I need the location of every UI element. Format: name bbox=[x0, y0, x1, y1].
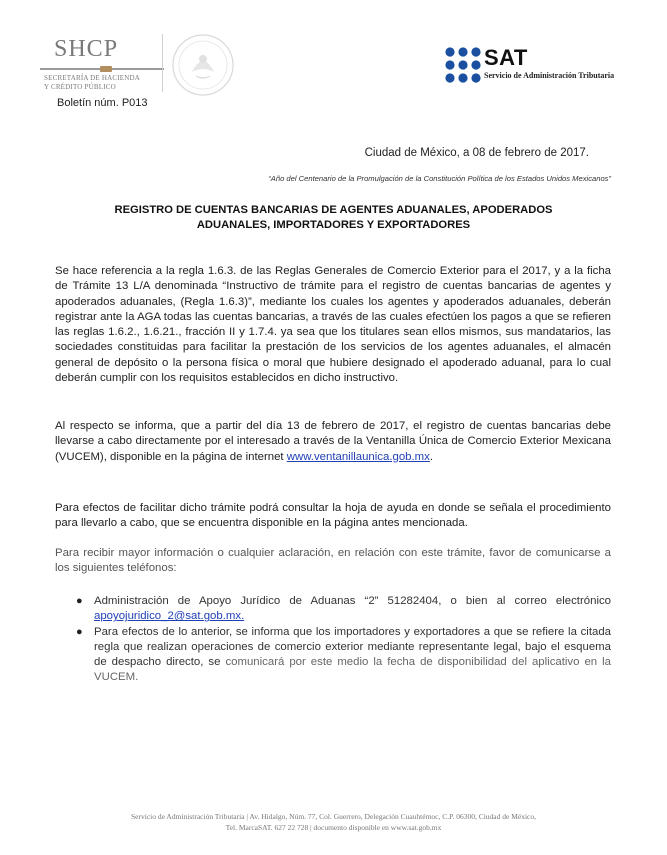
bullet-icon: ● bbox=[76, 625, 83, 638]
contact-list bbox=[74, 594, 611, 686]
shcp-logo-name: SHCP bbox=[54, 36, 119, 62]
title-line1: REGISTRO DE CUENTAS BANCARIAS DE AGENTES ADUANALES, APODERADOS bbox=[114, 204, 553, 216]
paragraph-registration-text: Al respecto se informa, que a partir del día 13 de febrero de 2017, el registro de cuentas bancarias debe llevarse a cabo directamente por el interesado a través de la Ventanilla Única de Comercio Exterior Mexicana (VUCEM), disponible en la página de internet bbox=[55, 420, 611, 463]
shcp-logo-subtitle bbox=[44, 74, 140, 91]
bullet-icon: ● bbox=[76, 595, 83, 607]
footer-line1: Servicio de Administración Tributaria | Av. Hidalgo, Núm. 77, Col. Guerrero, Delegación Cuauhtémoc, C.P. 06300, Ciudad de México, bbox=[131, 812, 536, 821]
paragraph-contact: Para recibir mayor información o cualquier aclaración, en relación con este trámite, favor de comunicarse a los siguientes teléfonos: bbox=[55, 547, 611, 575]
sat-dots-icon bbox=[444, 46, 482, 84]
header-divider bbox=[162, 34, 163, 92]
year-motto: “Año del Centenario de la Promulgación de la Constitución Política de los Estados Unidos Mexicanos” bbox=[268, 174, 611, 183]
vucem-link[interactable]: www.ventanillaunica.gob.mx bbox=[286, 450, 430, 463]
notice-item-text: Para efectos de lo anterior, se informa que los importadores y exportadores a que se refiere la citada regla que realizan operaciones de comercio exterior mediante representante legal, bajo el esquema de despacho directo, se bbox=[94, 625, 611, 669]
bulletin-number: Boletín núm. P013 bbox=[57, 97, 148, 109]
email-link[interactable]: apoyojuridico_2@sat.gob.mx. bbox=[94, 610, 245, 623]
coat-of-arms-seal-icon bbox=[170, 32, 236, 98]
document-date: Ciudad de México, a 08 de febrero de 2017. bbox=[364, 147, 589, 159]
shcp-subtitle-line2: Y CRÉDITO PÚBLICO bbox=[44, 82, 116, 91]
contact-item-text: Administración de Apoyo Jurídico de Aduanas “2” 51282404, o bien al correo electrónico bbox=[94, 595, 611, 607]
paragraph-registration-end: . bbox=[429, 450, 434, 463]
sat-logo-name: SAT bbox=[484, 45, 528, 70]
paragraph-regulation: Se hace referencia a la regla 1.6.3. de las Reglas Generales de Comercio Exterior para el 2017, y a la ficha de Trámite 13 L/A denominada “Instructivo de trámite para el registro de cuentas bancarias de agentes y apoderados aduanales, (Regla 1.6.3)”, mediante los cuales los agentes y apoderados aduanales, deberán registrar ante la AGA todas las cuentas bancarias, a través de las cuales efectúen los pagos a que se refieren las reglas 1.6.2., 1.6.21., fracción II y 1.7.4. ya sea que los titulares sean ellos mismos, sus mandatarios, las sociedades constituidas para facilitar la prestación de los servicios de los agentes aduanales, el almacén general de depósito o la persona física o moral que hubiere designado el apoderado aduanal, para lo cual deberán cumplir con los requisitos establecidos en dicho instructivo. bbox=[55, 265, 611, 385]
shcp-logo-accent bbox=[100, 66, 112, 72]
list-item bbox=[74, 594, 611, 625]
document-footer bbox=[40, 811, 627, 833]
shcp-subtitle-line1: SECRETARÍA DE HACIENDA bbox=[44, 74, 141, 82]
paragraph-registration bbox=[55, 419, 611, 465]
sat-logo-subtitle: Servicio de Administración Tributaria bbox=[484, 71, 615, 80]
document-title bbox=[50, 203, 617, 233]
title-line2: ADUANALES, IMPORTADORES Y EXPORTADORES bbox=[196, 219, 471, 231]
shcp-logo bbox=[36, 30, 166, 96]
footer-line2: Tel. MarcaSAT. 627 22 728 | documento disponible en www.sat.gob.mx bbox=[225, 823, 442, 832]
sat-logo bbox=[440, 44, 640, 88]
list-item bbox=[74, 625, 611, 686]
paragraph-help-sheet: Para efectos de facilitar dicho trámite podrá consultar la hoja de ayuda en donde se señala el procedimiento para llevarlo a cabo, que se encuentra disponible en la página antes mencionada. bbox=[55, 502, 611, 530]
notice-item-text-end: comunicará por este medio la fecha de disponibilidad del aplicativo en la VUCEM. bbox=[94, 656, 611, 684]
